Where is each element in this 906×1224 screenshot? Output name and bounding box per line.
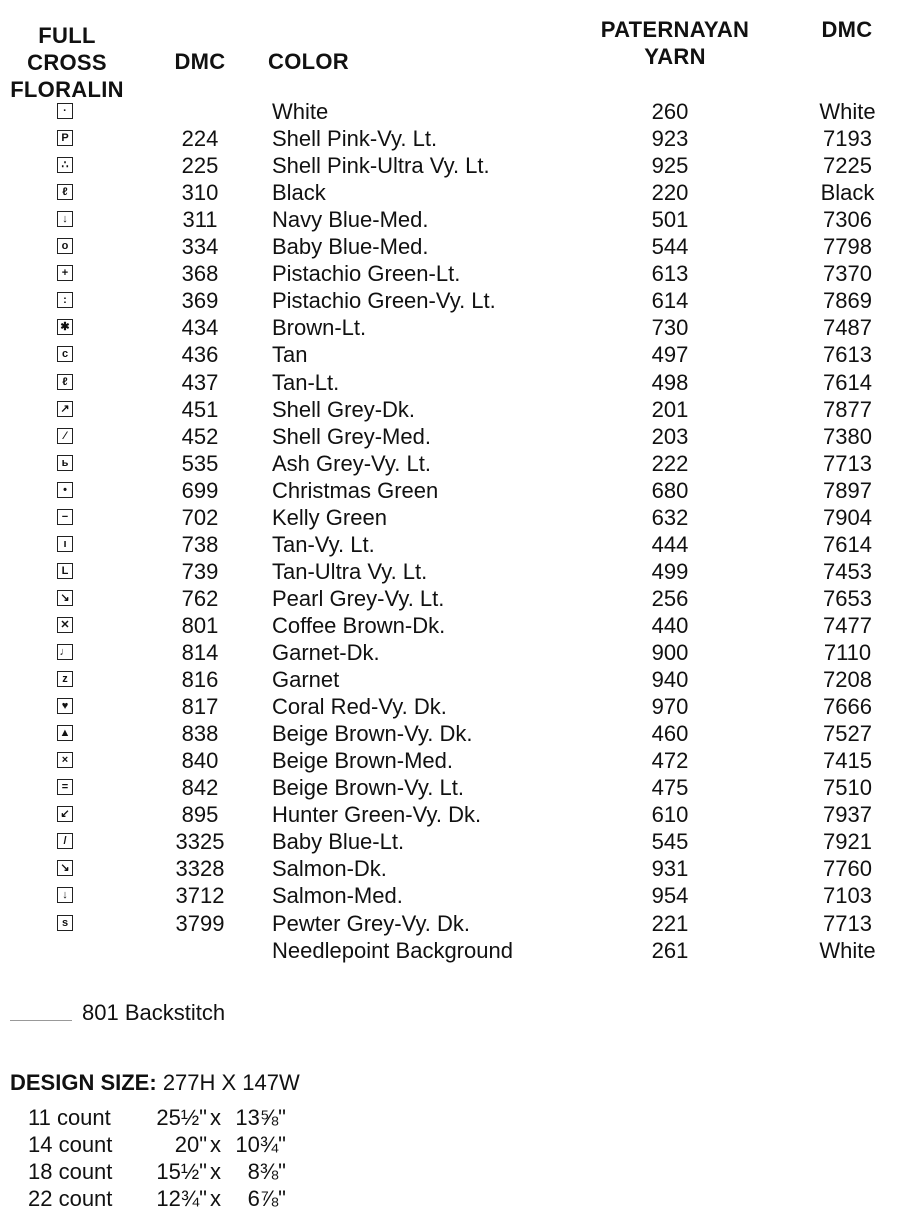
paternayan-number: 544 [651,234,689,260]
stitch-symbol-icon: × [57,752,73,768]
color-name: Garnet-Dk. [272,640,380,665]
color-name: Navy Blue-Med. [272,207,429,233]
stitch-symbol-icon: − [57,509,73,525]
dmc-number: 436 [181,342,219,368]
dmc-floss-number: 7477 [823,612,872,638]
table-row [0,855,906,882]
color-name: Shell Pink-Ultra Vy. Lt. [272,153,490,179]
paternayan-number: 498 [651,369,689,395]
paternayan-number: 614 [651,288,689,314]
backstitch-label: 801 Backstitch [82,1000,226,1025]
table-row [0,666,906,693]
stitch-symbol-icon: ✱ [57,319,73,335]
table-row [0,774,906,801]
dmc-floss-number: 7713 [823,450,872,476]
stitch-symbol-icon: • [57,482,73,498]
stitch-symbol-icon: ↗ [57,401,73,417]
header-color: COLOR [268,49,349,74]
table-row [0,558,906,585]
stitch-symbol-icon: ♩ [57,644,73,660]
dmc-floss-number: 7653 [823,585,872,611]
dmc-number: 311 [182,207,218,233]
table-row [0,882,906,909]
dmc-floss-number: White [819,937,876,963]
dmc-number: 895 [181,802,219,828]
paternayan-number: 203 [651,423,689,449]
size-width: 10¾" [235,1132,286,1157]
table-row [0,828,906,855]
paternayan-number: 940 [651,667,689,693]
color-name: Pistachio Green-Lt. [272,261,461,287]
table-row [0,396,906,423]
header-cross: CROSS [27,50,107,75]
dmc-floss-number: White [819,99,876,124]
design-size-value: 277H X 147W [162,1070,300,1095]
table-row [0,314,906,341]
paternayan-number: 222 [651,450,689,476]
dmc-number: 3712 [175,883,225,909]
size-x: x [210,1159,221,1184]
paternayan-number: 931 [651,856,689,882]
dmc-number: 816 [181,667,219,693]
color-name: Beige Brown-Vy. Lt. [272,775,464,801]
paternayan-number: 610 [651,802,689,828]
color-name: Garnet [272,667,340,693]
backstitch-line-sample [10,1020,72,1021]
dmc-number: 451 [181,396,219,422]
dmc-floss-number: 7904 [823,504,872,530]
table-row [0,612,906,639]
header-dmc: DMC [174,49,226,74]
stitch-symbol-icon: ↓ [57,211,73,227]
table-row [0,477,906,504]
table-row [0,504,906,531]
paternayan-number: 440 [651,612,689,638]
dmc-floss-number: 7487 [823,315,872,341]
header-yarn: YARN [644,44,706,69]
paternayan-number: 444 [651,531,689,557]
header-paternayan-yarn [585,16,765,70]
paternayan-number: 201 [651,396,689,422]
dmc-floss-number: 7306 [823,207,872,233]
stitch-symbol-icon: + [57,265,73,281]
dmc-floss-number: 7527 [823,721,872,747]
stitch-symbol-icon: ♥ [57,698,73,714]
dmc-floss-number: 7613 [823,342,872,368]
color-name: White [272,99,329,124]
table-row [0,152,906,179]
dmc-number: 437 [181,369,219,395]
paternayan-number: 260 [651,99,689,124]
table-row [0,125,906,152]
stitch-symbol-icon: s [57,915,73,931]
dmc-number: 801 [181,612,219,638]
table-row [0,693,906,720]
design-size [10,1069,300,1097]
dmc-number: 334 [181,234,219,260]
color-name: Kelly Green [272,504,387,530]
dmc-floss-number: 7193 [823,126,872,152]
table-row [0,423,906,450]
color-name: Baby Blue-Med. [272,234,429,260]
dmc-number: 702 [181,504,219,530]
paternayan-number: 900 [651,640,689,665]
header-dmc-right: DMC [821,17,873,42]
dmc-number: 838 [181,721,219,747]
dmc-number: 817 [181,694,219,720]
paternayan-number: 472 [651,748,689,774]
color-name: Tan-Ultra Vy. Lt. [272,558,428,584]
dmc-floss-number: 7415 [823,748,872,774]
color-name: Ash Grey-Vy. Lt. [272,450,431,476]
dmc-number: 225 [181,153,219,179]
dmc-number: 762 [181,585,219,611]
size-height: 25½" [156,1105,207,1130]
table-row [0,450,906,477]
dmc-number: 3328 [175,856,225,882]
stitch-symbol-icon: ⁄ [57,428,73,444]
dmc-number: 369 [181,288,219,314]
table-row [0,233,906,260]
table-row [0,179,906,206]
color-name: Pistachio Green-Vy. Lt. [272,288,496,314]
dmc-floss-number: 7103 [823,883,872,909]
paternayan-number: 475 [651,775,689,801]
dmc-floss-number: 7225 [823,153,872,179]
dmc-floss-number: 7453 [823,558,872,584]
size-height: 12¾" [156,1186,207,1211]
paternayan-number: 256 [651,585,689,611]
dmc-floss-number: 7760 [823,856,872,882]
size-height: 15½" [156,1159,207,1184]
paternayan-number: 632 [651,504,689,530]
header-floralin: FLORALIN [10,77,124,102]
size-x: x [210,1186,221,1211]
paternayan-number: 261 [651,937,689,963]
dmc-floss-number: 7798 [823,234,872,260]
dmc-floss-number: 7877 [823,396,872,422]
table-row [0,287,906,314]
stitch-symbol-icon: / [57,833,73,849]
size-width: 8⅜" [247,1159,286,1184]
count-size-row [0,1158,906,1185]
table-row [0,341,906,368]
color-name: Hunter Green-Vy. Dk. [272,802,482,828]
paternayan-number: 545 [651,829,689,855]
dmc-floss-number: 7208 [823,667,872,693]
paternayan-number: 221 [651,910,689,936]
table-row [0,801,906,828]
stitch-symbol-icon: : [57,292,73,308]
count-label: 14 count [28,1132,113,1157]
dmc-number: 814 [181,640,219,665]
dmc-floss-number: 7380 [823,423,872,449]
count-size-row [0,1185,906,1212]
stitch-symbol-icon: ℓ [57,374,73,390]
table-row [0,531,906,558]
dmc-floss-number: 7869 [823,288,872,314]
color-name: Shell Grey-Dk. [272,396,416,422]
header-paternayan: PATERNAYAN [600,17,750,42]
dmc-number: 452 [181,423,219,449]
paternayan-number: 501 [651,207,689,233]
dmc-number: 3799 [175,910,225,936]
count-label: 22 count [28,1186,113,1211]
header-full: FULL [38,23,96,48]
count-label: 11 count [28,1105,111,1130]
stitch-symbol-icon: ı [57,536,73,552]
color-name: Salmon-Med. [272,883,403,909]
table-row [0,747,906,774]
paternayan-number: 499 [651,558,689,584]
color-name: Beige Brown-Vy. Dk. [272,721,473,747]
stitch-symbol-icon: ℓ [57,184,73,200]
stitch-symbol-icon: ↙ [57,806,73,822]
paternayan-number: 925 [651,153,689,179]
color-name: Baby Blue-Lt. [272,829,405,855]
color-name: Needlepoint Background [272,937,513,963]
dmc-number: 224 [181,126,219,152]
color-name: Salmon-Dk. [272,856,387,882]
stitch-symbol-icon: ь [57,455,73,471]
stitch-symbol-icon: L [57,563,73,579]
stitch-symbol-icon: ↘ [57,590,73,606]
dmc-number: 842 [181,775,219,801]
color-name: Tan-Vy. Lt. [272,531,375,557]
stitch-symbol-icon: z [57,671,73,687]
table-row [0,206,906,233]
color-name: Pewter Grey-Vy. Dk. [272,910,471,936]
dmc-floss-number: 7713 [823,910,872,936]
header-full-cross-floralin [2,22,132,103]
design-size-label: DESIGN SIZE: [10,1070,157,1095]
dmc-floss-number: Black [820,180,875,206]
stitch-symbol-icon: c [57,346,73,362]
dmc-number: 310 [181,180,219,206]
paternayan-number: 613 [651,261,689,287]
paternayan-number: 497 [651,342,689,368]
size-x: x [210,1132,221,1157]
stitch-symbol-icon: o [57,238,73,254]
dmc-floss-number: 7897 [823,477,872,503]
dmc-floss-number: 7937 [823,802,872,828]
paternayan-number: 680 [651,477,689,503]
table-row [0,937,906,964]
paternayan-number: 220 [651,180,689,206]
color-name: Coffee Brown-Dk. [272,612,446,638]
dmc-number: 3325 [175,829,225,855]
dmc-number: 738 [181,531,219,557]
color-name: Brown-Lt. [272,315,367,341]
stitch-symbol-icon: ✕ [57,617,73,633]
paternayan-number: 460 [651,721,689,747]
table-row [0,910,906,937]
paternayan-number: 970 [651,694,689,720]
paternayan-number: 954 [651,883,689,909]
dmc-number: 840 [181,748,219,774]
dmc-floss-number: 7666 [823,694,872,720]
color-name: Tan [272,342,308,368]
color-name: Christmas Green [272,477,439,503]
stitch-symbol-icon: ↘ [57,860,73,876]
color-name: Coral Red-Vy. Dk. [272,694,447,720]
count-size-row [0,1104,906,1131]
stitch-symbol-icon: ↓ [57,887,73,903]
dmc-floss-number: 7370 [823,261,872,287]
table-row [0,639,906,666]
color-name: Shell Grey-Med. [272,423,431,449]
color-name: Tan-Lt. [272,369,340,395]
dmc-floss-number: 7510 [823,775,872,801]
dmc-number: 699 [181,477,219,503]
color-name: Shell Pink-Vy. Lt. [272,126,438,152]
stitch-symbol-icon: = [57,779,73,795]
stitch-symbol-icon: ∴ [57,157,73,173]
table-row [0,98,906,125]
table-row [0,260,906,287]
size-width: 6⅞" [247,1186,286,1211]
size-x: x [210,1105,221,1130]
stitch-symbol-icon: ▲ [57,725,73,741]
dmc-number: 739 [181,558,219,584]
color-name: Beige Brown-Med. [272,748,453,774]
dmc-number: 535 [181,450,219,476]
dmc-floss-number: 7110 [823,640,872,665]
table-row [0,720,906,747]
dmc-floss-number: 7614 [823,531,872,557]
paternayan-number: 730 [651,315,689,341]
table-row [0,369,906,396]
dmc-floss-number: 7614 [823,369,872,395]
stitch-symbol-icon: · [57,103,73,119]
dmc-number: 434 [181,315,219,341]
table-row [0,585,906,612]
size-width: 13⅝" [235,1105,286,1130]
color-name: Black [272,180,326,206]
size-height: 20" [174,1132,207,1157]
paternayan-number: 923 [651,126,689,152]
count-label: 18 count [28,1159,113,1184]
color-name: Pearl Grey-Vy. Lt. [272,585,445,611]
dmc-number: 368 [181,261,219,287]
dmc-floss-number: 7921 [823,829,872,855]
count-size-row [0,1131,906,1158]
stitch-symbol-icon: P [57,130,73,146]
